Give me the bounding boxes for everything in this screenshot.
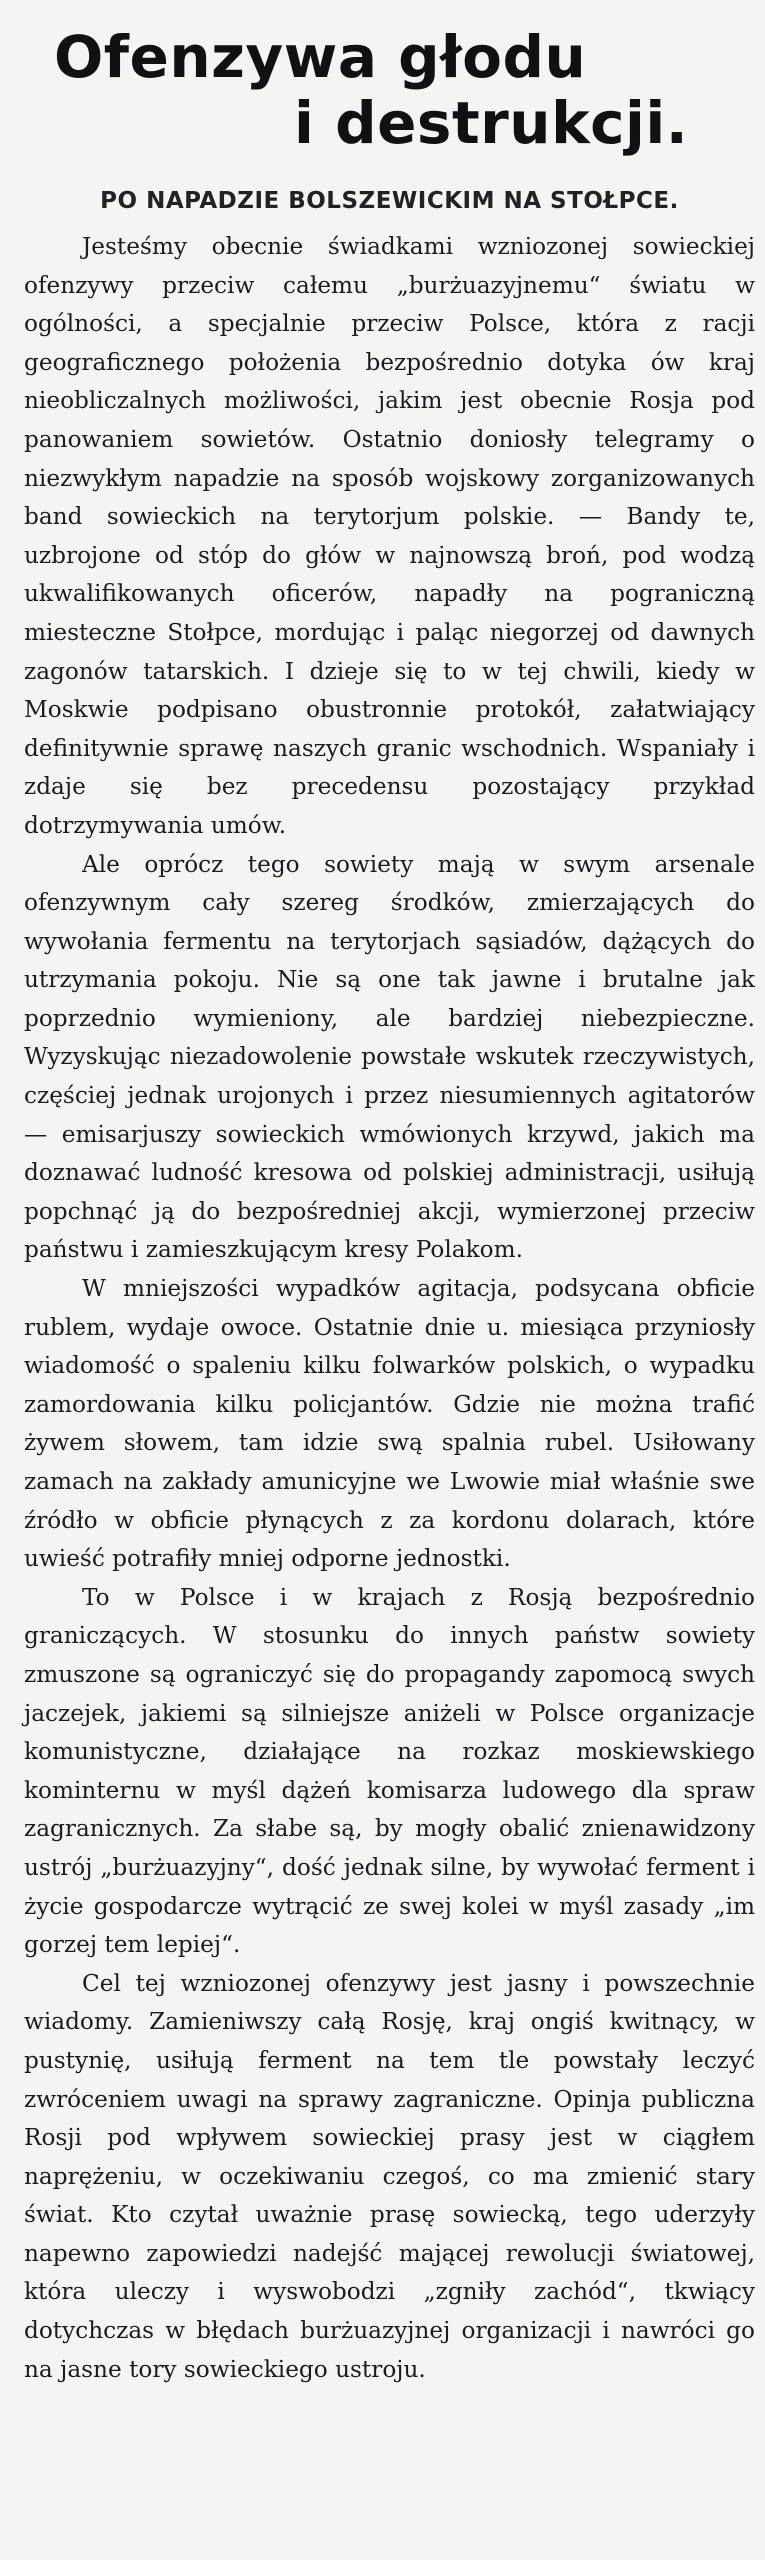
headline-line-1: Ofenzywa głodu: [54, 23, 587, 91]
headline: [24, 24, 755, 156]
paragraph: Cel tej wzniozonej ofenzywy jest jasny i powszechnie wiadomy. Zamieniwszy całą Rosję, kraj ongiś kwitnący, w pustynię, usiłują ferment na tem tle powstały leczyć zwróceniem uwagi na sprawy zagraniczne. Opinja publiczna Rosji pod wpływem sowieckiej prasy jest w ciągłem naprężeniu, w oczekiwaniu czegoś, co ma zmienić stary świat. Kto czytał uważnie prasę sowiecką, tego uderzyły napewno zapowiedzi nadejść mającej rewolucji światowej, która uleczy i wyswobodzi „zgniły zachód“, tkwiący dotychczas w błędach burżuazyjnej organizacji i nawróci go na jasne tory sowieckiego ustroju.: [24, 1969, 755, 2383]
paragraph: To w Polsce i w krajach z Rosją bezpośrednio graniczących. W stosunku do innych państw sowiety zmuszone są ograniczyć się do propagandy zapomocą swych jaczejek, jakiemi są silniejsze aniżeli w Polsce organizacje komunistyczne, działające na rozkaz moskiewskiego kominternu w myśl dążeń komisarza ludowego dla spraw zagranicznych. Za słabe są, by mogły obalić znienawidzony ustrój „burżuazyjny“, dość jednak silne, by wywołać ferment i życie gospodarcze wytrącić ze swej kolei w myśl zasady „im gorzej tem lepiej“.: [24, 1583, 755, 1959]
subheadline: PO NAPADZIE BOLSZEWICKIM NA STOŁPCE.: [100, 188, 679, 214]
article-body: [24, 228, 755, 2389]
headline-line-2: i destrukcji.: [294, 89, 689, 157]
paragraph: W mniejszości wypadków agitacja, podsycana obficie rublem, wydaje owoce. Ostatnie dnie u. miesiąca przyniosły wiadomość o spaleniu kilku folwarków polskich, o wypadku zamordowania kilku policjantów. Gdzie nie można trafić żywem słowem, tam idzie swą spalnia rubel. Usiłowany zamach na zakłady amunicyjne we Lwowie miał właśnie swe źródło w obficie płynących z za kordonu dolarach, które uwieść potrafiły mniej odporne jednostki.: [24, 1275, 755, 1573]
paragraph: Jesteśmy obecnie świadkami wzniozonej sowieckiej ofenzywy przeciw całemu „burżuazyjnemu“ światu w ogólności, a specjalnie przeciw Polsce, która z racji geograficznego położenia bezpośrednio dotyka ów kraj nieobliczalnych możliwości, jakim jest obecnie Rosja pod panowaniem sowietów. Ostatnio doniosły telegramy o niezwykłym napadzie na sposób wojskowy zorganizowanych band sowieckich na terytorjum polskie. — Bandy te, uzbrojone od stóp do głów w najnowszą broń, pod wodzą ukwalifikowanych oficerów, napadły na pograniczną miesteczne Stołpce, mordując i paląc niegorzej od dawnych zagonów tatarskich. I dzieje się to w tej chwili, kiedy w Moskwie podpisano obustronnie protokół, załatwiający definitywnie sprawę naszych granic wschodnich. Wspaniały i zdaje się bez precedensu pozostający przykład dotrzymywania umów.: [24, 233, 755, 839]
paragraph: Ale oprócz tego sowiety mają w swym arsenale ofenzywnym cały szereg środków, zmierzających do wywołania fermentu na terytorjach sąsiadów, dążących do utrzymania pokoju. Nie są one tak jawne i brutalne jak poprzednio wymieniony, ale bardziej niebezpieczne. Wyzyskując niezadowolenie powstałe wskutek rzeczywistych, częściej jednak urojonych i przez niesumiennych agitatorów — emisarjuszy sowieckich wmówionych krzywd, jakich ma doznawać ludność kresowa od polskiej administracji, usiłują popchnąć ją do bezpośredniej akcji, wymierzonej przeciw państwu i zamieszkującym kresy Polakom.: [24, 850, 755, 1264]
